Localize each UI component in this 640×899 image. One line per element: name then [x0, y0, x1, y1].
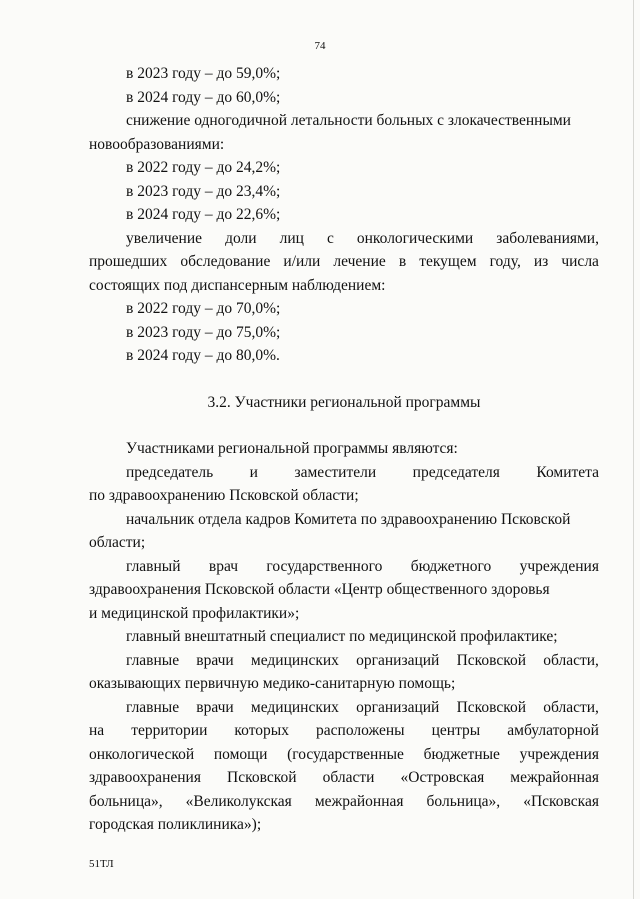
word: главный [126, 557, 181, 575]
word: «Псковская [523, 792, 599, 810]
word: «Великолукская [185, 792, 292, 810]
text-line: городская поликлиника»); [89, 816, 262, 833]
text-line: и медицинской профилактики»; [89, 604, 300, 622]
word: увеличение [126, 229, 203, 247]
word: лечение [333, 253, 386, 270]
word: главные [126, 651, 180, 669]
word: больница», [89, 792, 163, 810]
word: организаций [356, 698, 440, 716]
word: врачи [196, 651, 234, 669]
text-line: начальник отдела кадров Комитета по здравоохранению Псковской [126, 510, 571, 528]
text-line-justified [89, 790, 599, 814]
text-line-justified [89, 555, 599, 579]
word: из [533, 253, 549, 270]
word: области [322, 769, 375, 786]
word: организаций [356, 651, 440, 669]
text-line-justified [89, 227, 599, 251]
text-line: в 2024 году – до 22,6%; [126, 206, 281, 223]
word: председатель [126, 463, 214, 481]
word: главные [126, 698, 180, 716]
word: и [249, 463, 258, 481]
text-line: в 2024 году – до 80,0%. [126, 347, 280, 364]
word: Псковской [227, 769, 297, 786]
word: лиц [279, 229, 304, 247]
text-line: оказывающих первичную медико-санитарную помощь; [89, 675, 456, 692]
word: здравоохранения [89, 769, 201, 786]
text-line-justified [89, 461, 599, 485]
word: текущем [419, 253, 477, 270]
word: обследование [180, 253, 271, 270]
text-line: здравоохранения Псковской области «Центр общественного здоровья [89, 581, 550, 598]
text-line-justified [89, 696, 599, 720]
word: и/или [283, 253, 321, 270]
text-line: в 2024 году – до 60,0%; [126, 88, 281, 106]
word: амбулаторной [507, 722, 599, 739]
word: числа [561, 253, 599, 270]
word: медицинских [250, 698, 339, 716]
footer-code: 51ТЛ [89, 858, 114, 870]
text-line: в 2023 году – до 75,0%; [126, 323, 281, 341]
document-body [89, 62, 599, 837]
word: территории [131, 722, 208, 739]
word: центры [431, 722, 481, 739]
word: доли [225, 229, 257, 247]
word: в [398, 253, 407, 270]
word: заместители [294, 463, 377, 481]
word: с [326, 229, 334, 247]
word: Комитета [536, 463, 599, 481]
word: Псковской [456, 698, 527, 716]
text-line: по здравоохранению Псковской области; [89, 487, 359, 504]
word: области, [543, 698, 599, 716]
word: учреждения [519, 557, 599, 575]
text-line-justified [89, 250, 599, 274]
scan-edge [633, 0, 634, 899]
word: которых [234, 722, 289, 739]
word: межрайонная [510, 769, 599, 786]
word: расположены [316, 722, 405, 739]
text-line: в 2022 году – до 24,2%; [126, 159, 281, 176]
page-number: 74 [314, 40, 326, 52]
word: области, [543, 651, 599, 669]
word: помощи [213, 745, 268, 763]
word: году, [489, 253, 521, 270]
text-line: в 2022 году – до 70,0%; [126, 300, 281, 317]
word: «Островская [400, 769, 485, 786]
word: учреждения [519, 745, 599, 763]
text-line: в 2023 году – до 23,4%; [126, 182, 281, 200]
section-heading: 3.2. Участники региональной программы [207, 393, 481, 411]
word: прошедших [89, 253, 168, 270]
word: онкологическими [356, 229, 474, 247]
word: заболеваниями, [496, 229, 599, 247]
text-line: новообразованиями: [89, 135, 225, 153]
word: врач [208, 557, 239, 575]
text-line-justified [89, 719, 599, 743]
text-line: снижение одногодичной летальности больных с злокачественными [126, 112, 571, 129]
word: медицинских [250, 651, 339, 669]
word: Псковской [456, 651, 527, 669]
text-line-justified [89, 743, 599, 767]
word: врачи [196, 698, 234, 716]
word: бюджетного [410, 557, 492, 575]
word: бюджетные [423, 745, 500, 763]
text-line: состоящих под диспансерным наблюдением: [89, 276, 386, 294]
word: (государственные [287, 745, 404, 763]
text-line: главный внештатный специалист по медицинской профилактике; [126, 628, 558, 645]
text-line: в 2023 году – до 59,0%; [126, 65, 281, 82]
text-line: Участниками региональной программы являются: [126, 440, 458, 457]
text-line-justified [89, 766, 599, 790]
word: больница», [426, 792, 501, 810]
word: межрайонная [314, 792, 404, 810]
text-line-justified [89, 649, 599, 673]
word: председателя [412, 463, 500, 481]
word: на [89, 722, 105, 739]
text-line: области; [89, 534, 146, 551]
word: онкологической [89, 745, 195, 763]
word: государственного [266, 557, 383, 575]
